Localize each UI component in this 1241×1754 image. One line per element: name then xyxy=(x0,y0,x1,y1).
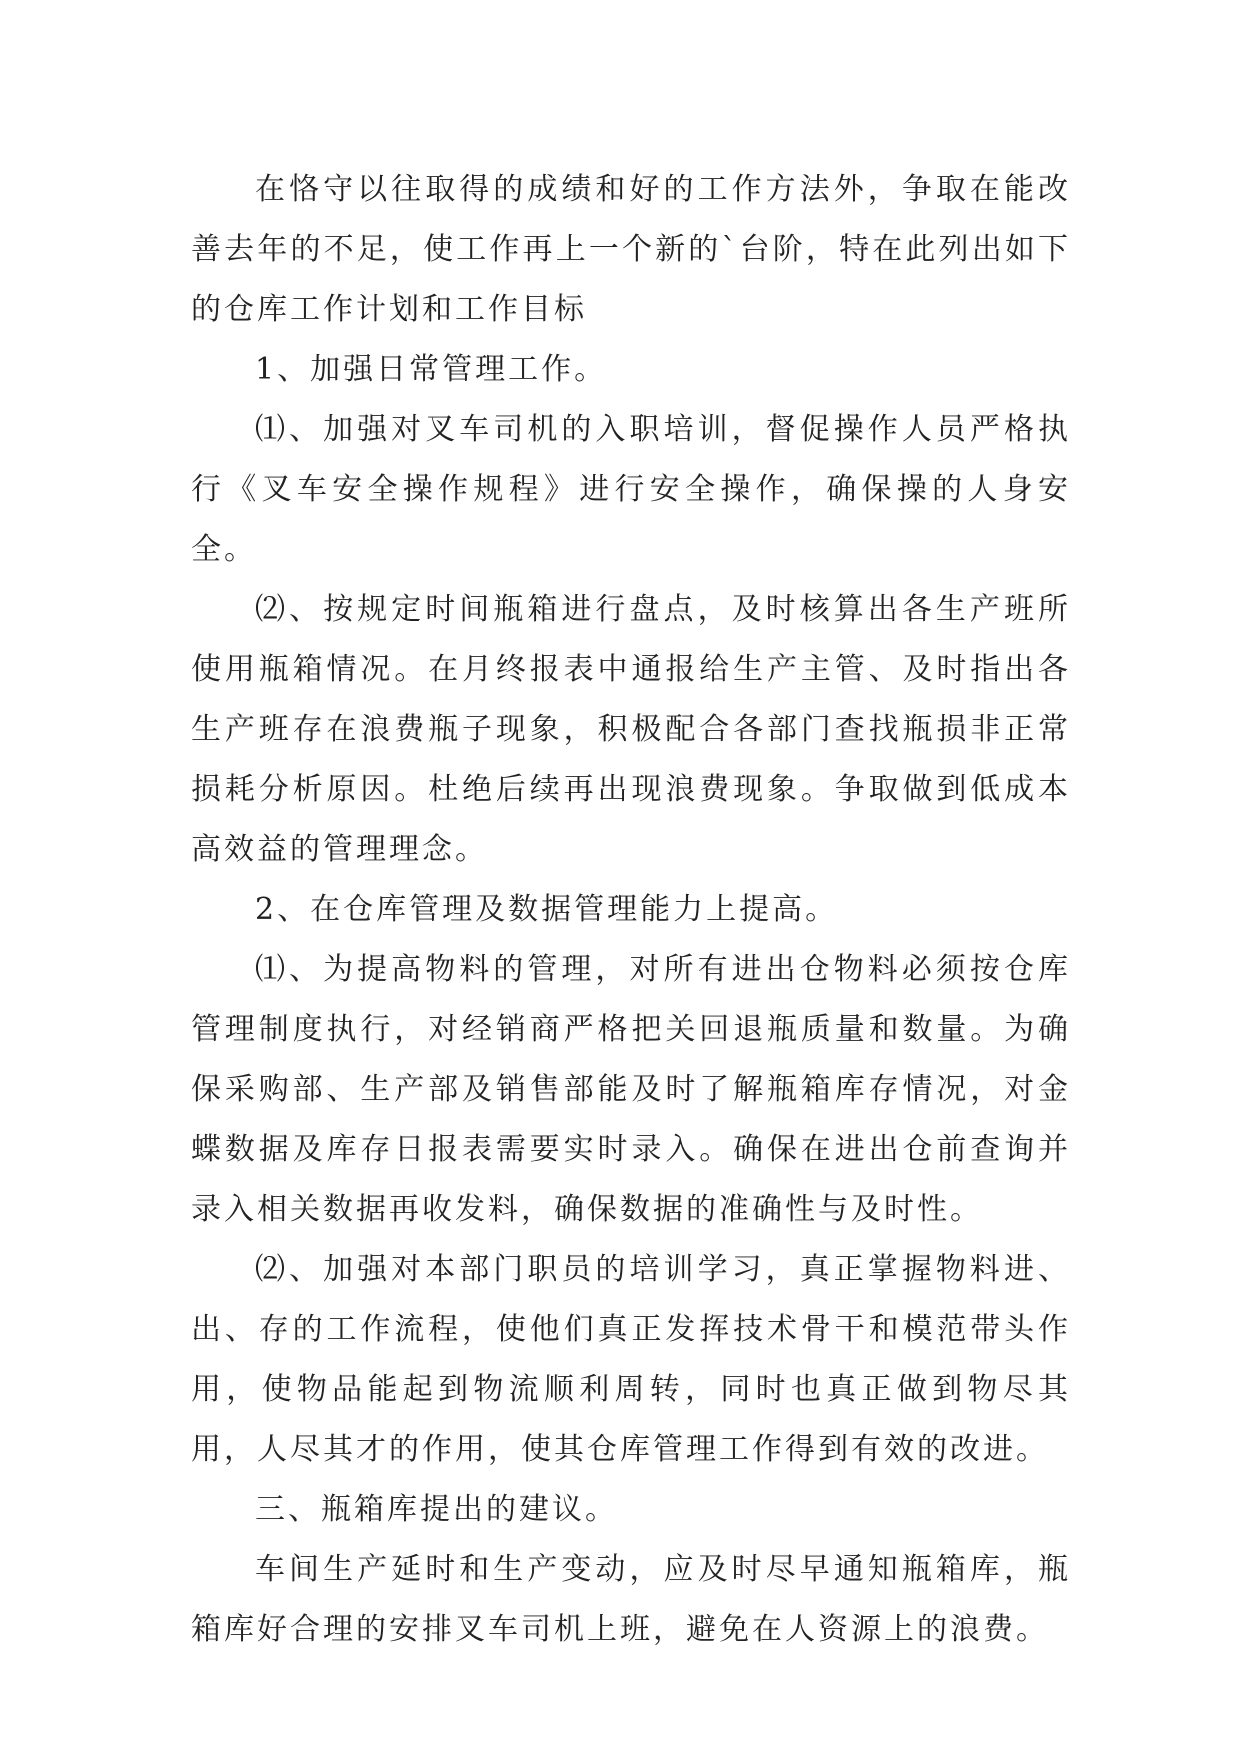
heading-data-management: 2、在仓库管理及数据管理能力上提高。 xyxy=(255,892,839,927)
paragraph-material-management: ⑴、为提高物料的管理，对所有进出仓物料必须按仓库管理制度执行，对经销商严格把关回退瓶质量和数量。为确保采购部、生产部及销售部能及时了解瓶箱库存情况，对金蝶数据及库存日报表需要实时录入。确保在进出仓前查询并录入相关数据再收发料，确保数据的准确性与及时性。 xyxy=(191,952,1071,1227)
document-body xyxy=(191,160,1071,1660)
heading-suggestions: 三、瓶箱库提出的建议。 xyxy=(255,1492,618,1527)
paragraph-forklift-training: ⑴、加强对叉车司机的入职培训，督促操作人员严格执行《叉车安全操作规程》进行安全操作，确保操的人身安全。 xyxy=(191,412,1071,567)
paragraph-staff-training: ⑵、加强对本部门职员的培训学习，真正掌握物料进、出、存的工作流程，使他们真正发挥技术骨干和模范带头作用，使物品能起到物流顺利周转，同时也真正做到物尽其用，人尽其才的作用，使其仓库管理工作得到有效的改进。 xyxy=(191,1252,1071,1467)
paragraph-intro: 在恪守以往取得的成绩和好的工作方法外，争取在能改善去年的不足，使工作再上一个新的`台阶，特在此列出如下的仓库工作计划和工作目标 xyxy=(191,172,1071,327)
paragraph-inventory-count: ⑵、按规定时间瓶箱进行盘点，及时核算出各生产班所使用瓶箱情况。在月终报表中通报给生产主管、及时指出各生产班存在浪费瓶子现象，积极配合各部门查找瓶损非正常损耗分析原因。杜绝后续再出现浪费现象。争取做到低成本高效益的管理理念。 xyxy=(191,592,1071,867)
heading-daily-management: 1、加强日常管理工作。 xyxy=(255,352,608,387)
paragraph-suggestion-detail: 车间生产延时和生产变动，应及时尽早通知瓶箱库，瓶箱库好合理的安排叉车司机上班，避免在人资源上的浪费。 xyxy=(191,1552,1071,1647)
